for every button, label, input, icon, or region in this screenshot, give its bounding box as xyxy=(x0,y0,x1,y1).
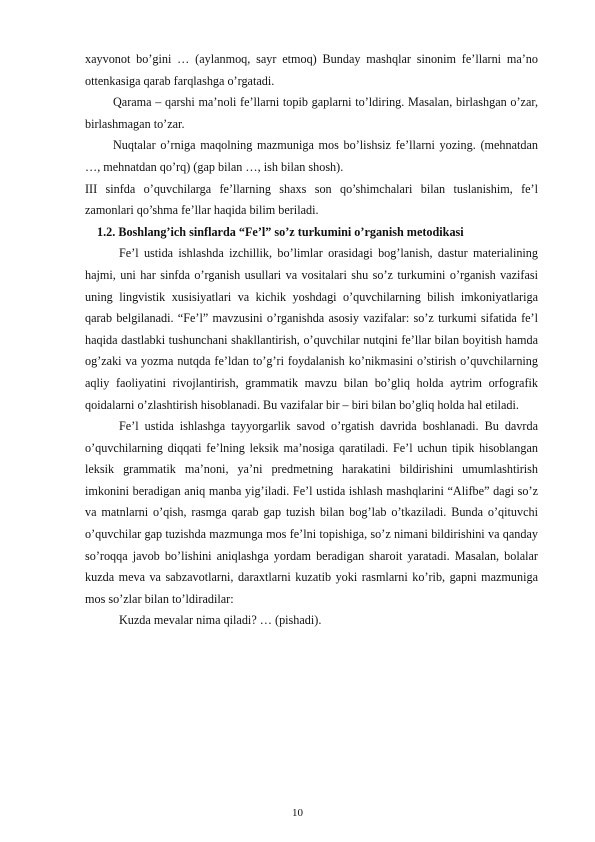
paragraph-proverb-exercise: Nuqtalar o’rniga maqolning mazmuniga mos bo’lishsiz fe’llarni yozing. (mehnatdan …, mehnatdan qo’rq) (gap bilan …, ish bilan shosh). xyxy=(85,138,538,174)
paragraph-continued: xayvonot bo’gini … (aylanmoq, sayr etmoq) Bunday mashqlar sinonim fe’llarni ma’no ottenkasiga qarab farqlashga o’rgatadi. xyxy=(85,52,538,88)
section-heading: 1.2. Boshlang’ich sinflarda “Fe’l” so’z turkumini o’rganish metodikasi xyxy=(97,224,464,239)
paragraph-verb-methodology: Fe’l ustida ishlashda izchillik, bo’limlar orasidagi bog’lanish, dastur materialining hajmi, uni har sinfda o’rganish usullari va vositalari shu so’z turkumini o’rganish vazifasi uning lingvistik xusisiyatlari va kichik yoshdagi o’quvchilarning bilish imkoniyatlariga qarab belgilanadi. “Fe’l” mavzusini o’rganishda asosiy vazifalar: so’z turkumi sifatida fe’l haqida dastlabki tushunchani shakllantirish, o’quvchilar nutqini fe’llar bilan boyitish hamda og’zaki va yozma nutqda fe’ldan to’g’ri foydalanish ko’nikmasini o’stirish o’quvchilarning aqliy faoliyatini rivojlantirish, grammatik mavzu bilan bo’gliq holda aytrim orfografik qoidalarni o’zlashtirish hisoblanadi. Bu vazifalar bir – biri bilan bo’gliq holda hal etiladi. xyxy=(85,246,538,412)
paragraph-verb-preparation: Fe’l ustida ishlashga tayyorgarlik savod o’rgatish davrida boshlanadi. Bu davrda o’quvchilarning diqqati fe’lning leksik ma’nosiga qaratiladi. Fe’l uchun tipik hisoblangan leksik grammatik ma’noni, ya’ni predmetning harakatini bildirishini umumlashtirish imkonini beradigan aniq manba yig’iladi. Fe’l ustida ishlash mashqlarini “Alifbe” dagi so’z va matnlarni o’qish, rasmga qarab gap tuzish bilan bog’lab o’tkaziladi. Bunda o’qituvchi o’quvchilar gap tuzishda mazmunga mos fe’lni topishiga, so’z nimani bildirishini va qanday so’roqqa javob bo’lishini aniqlashga yordam beradigan sharoit yaratadi. Masalan, bolalar kuzda meva va sabzavotlarni, daraxtlarni kuzatib yoki rasmlarni ko’rib, gapni mazmuniga mos so’zlar bilan to’ldiradilar: xyxy=(85,419,538,606)
paragraph-opposites-exercise: Qarama – qarshi ma’noli fe’llarni topib gaplarni to’ldiring. Masalan, birlashgan o’zar, birlashmagan to’zar. xyxy=(85,95,538,131)
paragraph-grade-three: III sinfda o’quvchilarga fe’llarning shaxs son qo’shimchalari bilan tuslanishim, fe’l zamonlari qo’shma fe’llar haqida bilim beriladi. xyxy=(85,181,538,218)
document-page xyxy=(85,49,538,632)
page-number: 10 xyxy=(292,807,303,819)
paragraph-example-question: Kuzda mevalar nima qiladi? … (pishadi). xyxy=(119,613,322,628)
